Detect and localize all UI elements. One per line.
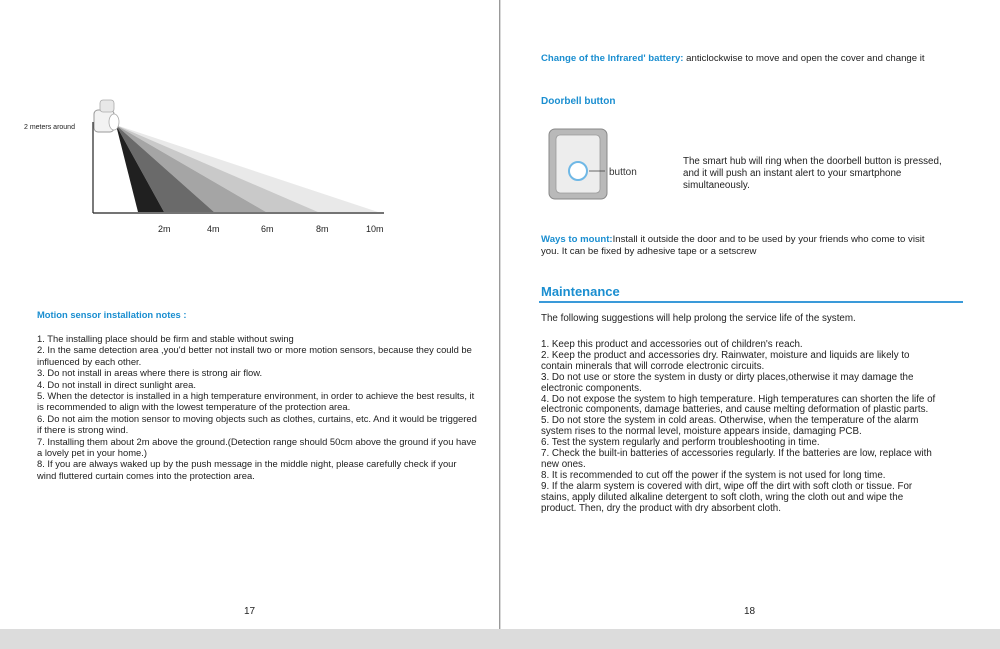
maintenance-item-6: 6. Test the system regularly and perform troubleshooting in time. — [541, 437, 820, 449]
mount-title: Ways to mount: — [541, 234, 613, 245]
tick-label-8m: 8m — [316, 224, 329, 234]
tick-label-2m: 2m — [158, 224, 171, 234]
note-item-6: 6. Do not aim the motion sensor to moving objects such as clothes, curtains, etc. And it would be triggered if there is strong wind. — [37, 412, 477, 436]
notes-list — [37, 333, 477, 481]
maintenance-item-4: 4. Do not expose the system to high temperature. High temperatures can shorten the life of electronic components, damage batteries, and cause melting deformation of plastic parts. — [541, 393, 936, 416]
maintenance-item-5: 5. Do not store the system in cold areas. Otherwise, when the temperature of the alarm system rises to the normal level, moisture appears inside, damaging PCB. — [541, 415, 919, 438]
maintenance-item-9: 9. If the alarm system is covered with dirt, wipe off the dirt with soft cloth or tissue. For stains, apply diluted alkaline detergent to soft cloth, wring the cloth out and wipe the product. Then, dry the product with dry absorbent cloth. — [541, 480, 913, 514]
tick-label-10m: 10m — [366, 224, 384, 234]
note-item-8: 8. If you are always waked up by the push message in the middle night, please carefully check if your wind fluttered curtain comes into the protection area. — [37, 458, 457, 481]
tick-label-4m: 4m — [207, 224, 220, 234]
note-item-1: 1. The installing place should be firm and stable without swing — [37, 333, 294, 344]
note-item-4: 4. Do not install in direct sunlight area. — [37, 378, 196, 390]
battery-title: Change of the Infrared' battery: — [541, 53, 684, 64]
battery-section — [541, 53, 941, 65]
detection-range-diagram — [0, 0, 500, 240]
maintenance-intro: The following suggestions will help prolong the service life of the system. — [541, 313, 856, 324]
notes-title: Motion sensor installation notes : — [37, 309, 187, 320]
maintenance-item-8: 8. It is recommended to cut off the power if the system is not used for long time. — [541, 469, 886, 481]
tick-label-6m: 6m — [261, 224, 274, 234]
page-number-18: 18 — [744, 606, 756, 617]
doorbell-title: Doorbell button — [541, 96, 616, 107]
note-item-7: 7. Installing them about 2m above the ground.(Detection range should 50cm above the ground if you have a lovely pet in your home.) — [37, 435, 477, 459]
sensor-lens — [109, 114, 119, 130]
maintenance-item-2: 2. Keep the product and accessories dry. Rainwater, moisture and liquids are likely to contain minerals that will corrode electronic circuits. — [541, 349, 910, 372]
doorbell-button-label: button — [609, 167, 637, 178]
note-item-3: 3. Do not install in areas where there is strong air flow. — [37, 367, 263, 379]
mount-text: Install it outside the door and to be used by your friends who come to visit you. It can be fixed by adhesive tape or a setscrew — [541, 234, 925, 257]
note-item-5: 5. When the detector is installed in a high temperature environment, in order to achieve the best results, it is recommended to align with the lowest temperature of the protection area. — [37, 390, 475, 413]
doorbell-illustration — [545, 125, 655, 203]
height-label: 2 meters around — [24, 124, 75, 131]
maintenance-item-1: 1. Keep this product and accessories out of children's reach. — [541, 339, 803, 350]
mount-section — [541, 234, 941, 257]
maintenance-list — [541, 340, 941, 515]
note-item-2: 2. In the same detection area ,you'd better not install two or more motion sensors, because they could be influenced by each other. — [37, 344, 472, 367]
doorbell-description: The smart hub will ring when the doorbell button is pressed, and it will push an instant alert to your smartphone simultaneously. — [683, 156, 942, 192]
maintenance-item-7: 7. Check the built-in batteries of accessories regularly. If the batteries are low, replace with new ones. — [541, 448, 932, 470]
maintenance-title: Maintenance — [541, 284, 620, 299]
bottom-margin — [0, 629, 1000, 649]
page-number-17: 17 — [244, 606, 256, 617]
sensor-mount — [100, 100, 114, 112]
maintenance-divider — [539, 301, 963, 303]
doorbell-button-icon — [569, 162, 587, 180]
maintenance-item-3: 3. Do not use or store the system in dusty or dirty places,otherwise it may damage the electronic components. — [541, 371, 914, 394]
battery-text: anticlockwise to move and open the cover and change it — [683, 53, 925, 64]
